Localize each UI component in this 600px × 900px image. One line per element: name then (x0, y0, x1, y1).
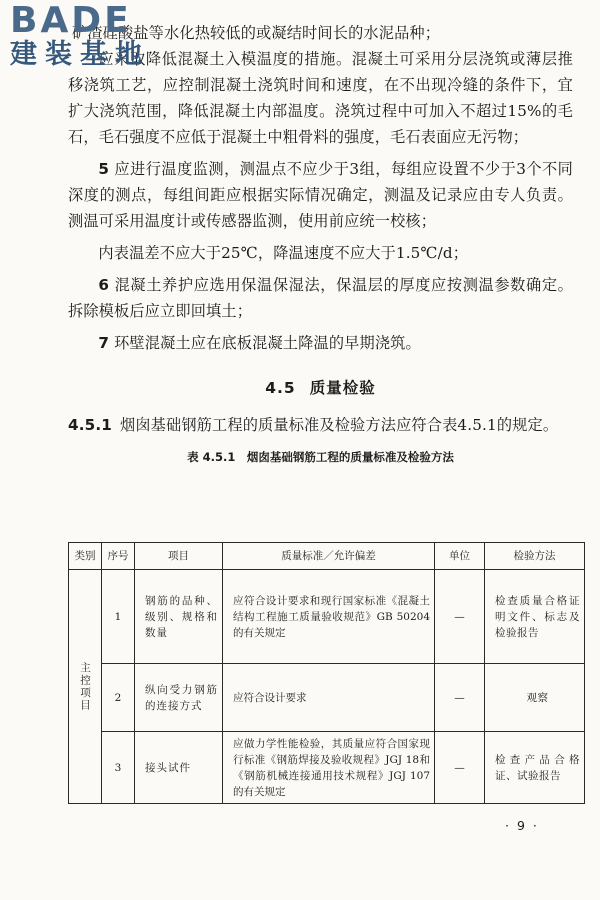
row-method: 观察 (485, 664, 585, 732)
table-caption: 表 4.5.1 烟囱基础钢筋工程的质量标准及检验方法 (187, 450, 454, 464)
item-7-text: 环壁混凝土应在底板混凝土降温的早期浇筑。 (114, 334, 421, 352)
paragraph-temperature-measures: 应采取降低混凝土入模温度的措施。混凝土可采用分层浇筑或薄层推移浇筑工艺，应控制混凝土浇筑时间和速度，在不出现冷缝的条件下，宜扩大浇筑范围，降低混凝土内部温度。浇筑过程中可加入不超过15%的毛石，毛石强度不应低于混凝土中粗骨料的强度，毛石表面应无污物； (68, 50, 573, 146)
watermark-subtitle: 建装基地 (10, 39, 150, 70)
row-method: 检查产品合格证、试验报告 (485, 732, 585, 804)
row-item: 纵向受力钢筋的连接方式 (135, 664, 223, 732)
header-category: 类别 (69, 543, 102, 570)
item-number-5: 5 (98, 160, 110, 178)
row-item: 接头试件 (135, 732, 223, 804)
header-unit: 单位 (435, 543, 485, 570)
document-body (68, 20, 573, 473)
watermark-logo (10, 2, 150, 70)
row-standard: 应符合设计要求 (223, 664, 435, 732)
row-seq: 2 (102, 664, 135, 732)
table-header-row (69, 543, 585, 570)
row-standard: 应做力学性能检验，其质量应符合国家现行标准《钢筋焊接及验收规程》JGJ 18和《钢筋机械连接通用技术规程》JGJ 107的有关规定 (223, 732, 435, 804)
header-method: 检验方法 (485, 543, 585, 570)
row-seq: 3 (102, 732, 135, 804)
header-seq: 序号 (102, 543, 135, 570)
item-number-7: 7 (98, 334, 110, 352)
table-row (69, 664, 585, 732)
item-6-text: 混凝土养护应选用保温保湿法，保温层的厚度应按测温参数确定。拆除模板后应立即回填土； (68, 276, 573, 320)
section-title: 质量检验 (309, 379, 376, 397)
table-row (69, 732, 585, 804)
quality-standard-table (68, 542, 585, 804)
paragraph-item-5 (68, 156, 573, 234)
paragraph-item-6 (68, 272, 573, 324)
row-item: 钢筋的品种、级别、规格和数量 (135, 570, 223, 664)
header-item: 项目 (135, 543, 223, 570)
clause-text: 烟囱基础钢筋工程的质量标准及检验方法应符合表4.5.1的规定。 (120, 416, 559, 434)
row-seq: 1 (102, 570, 135, 664)
row-standard: 应符合设计要求和现行国家标准《混凝土结构工程施工质量验收规范》GB 50204的有关规定 (223, 570, 435, 664)
clause-number: 4.5.1 (68, 416, 112, 434)
paragraph-cement-continued: 矿渣硅酸盐等水化热较低的或凝结时间长的水泥品种； (72, 24, 441, 42)
row-method: 检查质量合格证明文件、标志及检验报告 (485, 570, 585, 664)
header-standard: 质量标准／允许偏差 (223, 543, 435, 570)
row-unit: — (435, 664, 485, 732)
section-number: 4.5 (265, 379, 296, 397)
category-main-control: 主控项目 (69, 570, 102, 804)
paragraph-item-7 (68, 330, 573, 356)
paragraph-temperature-limits: 内表温差不应大于25℃，降温速度不应大于1.5℃/d； (98, 244, 469, 262)
watermark-brand: BADE (10, 0, 132, 41)
item-5-text: 应进行温度监测，测温点不应少于3组，每组应设置不少于3个不同深度的测点，每组间距应根据实际情况确定，测温及记录应由专人负责。测温可采用温度计或传感器监测，使用前应统一校核； (68, 160, 573, 230)
item-number-6: 6 (98, 276, 110, 294)
page-number: · 9 · (505, 818, 539, 833)
section-heading (68, 376, 573, 398)
row-unit: — (435, 570, 485, 664)
table-row (69, 570, 585, 664)
clause-4-5-1 (68, 412, 573, 438)
row-unit: — (435, 732, 485, 804)
